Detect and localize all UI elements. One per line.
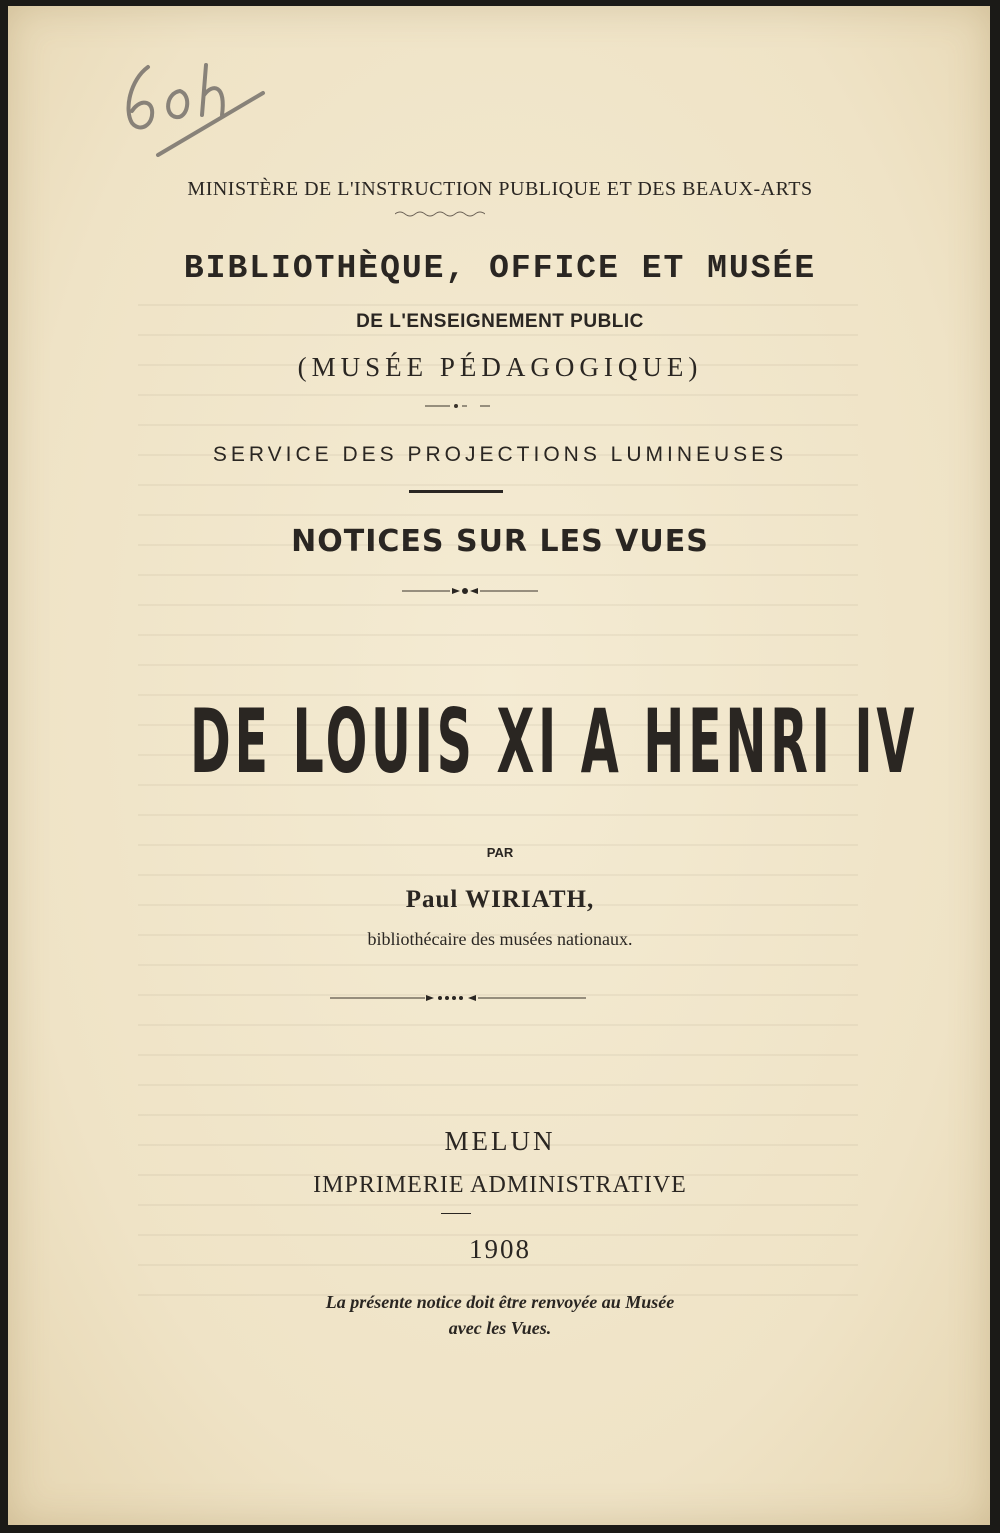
ministry-line: MINISTÈRE DE L'INSTRUCTION PUBLIQUE ET DES BEAUX-ARTS [187, 178, 813, 200]
small-rule-ornament [425, 400, 490, 412]
handwritten-note [118, 55, 278, 175]
author-name: Paul WIRIATH, [405, 886, 595, 913]
document-title: DE LOUIS XI A HENRI IV [190, 690, 919, 793]
institution-alias: (MUSÉE PÉDAGOGIQUE) [297, 352, 703, 382]
imprint-city: MELUN [444, 1126, 556, 1156]
year-rule [441, 1213, 471, 1214]
section-heading: NOTICES SUR LES VUES [291, 524, 709, 559]
imprint-printer: IMPRIMERIE ADMINISTRATIVE [313, 1172, 687, 1198]
service-line: SERVICE DES PROJECTIONS LUMINEUSES [212, 443, 788, 466]
institution-name: BIBLIOTHÈQUE, OFFICE ET MUSÉE [183, 250, 817, 287]
return-notice-line-1: La présente notice doit être renvoyée au Musée [325, 1292, 675, 1312]
dotted-rule-ornament [330, 992, 588, 1004]
heading-rule [409, 490, 503, 493]
author-role: bibliothécaire des musées nationaux. [367, 929, 633, 949]
institution-subtitle: DE L'ENSEIGNEMENT PUBLIC [356, 311, 644, 332]
fleuron-rule-ornament [402, 585, 542, 597]
imprint-year: 1908 [469, 1234, 531, 1264]
by-line: PAR [486, 845, 514, 860]
wavy-rule-ornament [395, 209, 485, 219]
return-notice-line-2: avec les Vues. [448, 1318, 552, 1338]
